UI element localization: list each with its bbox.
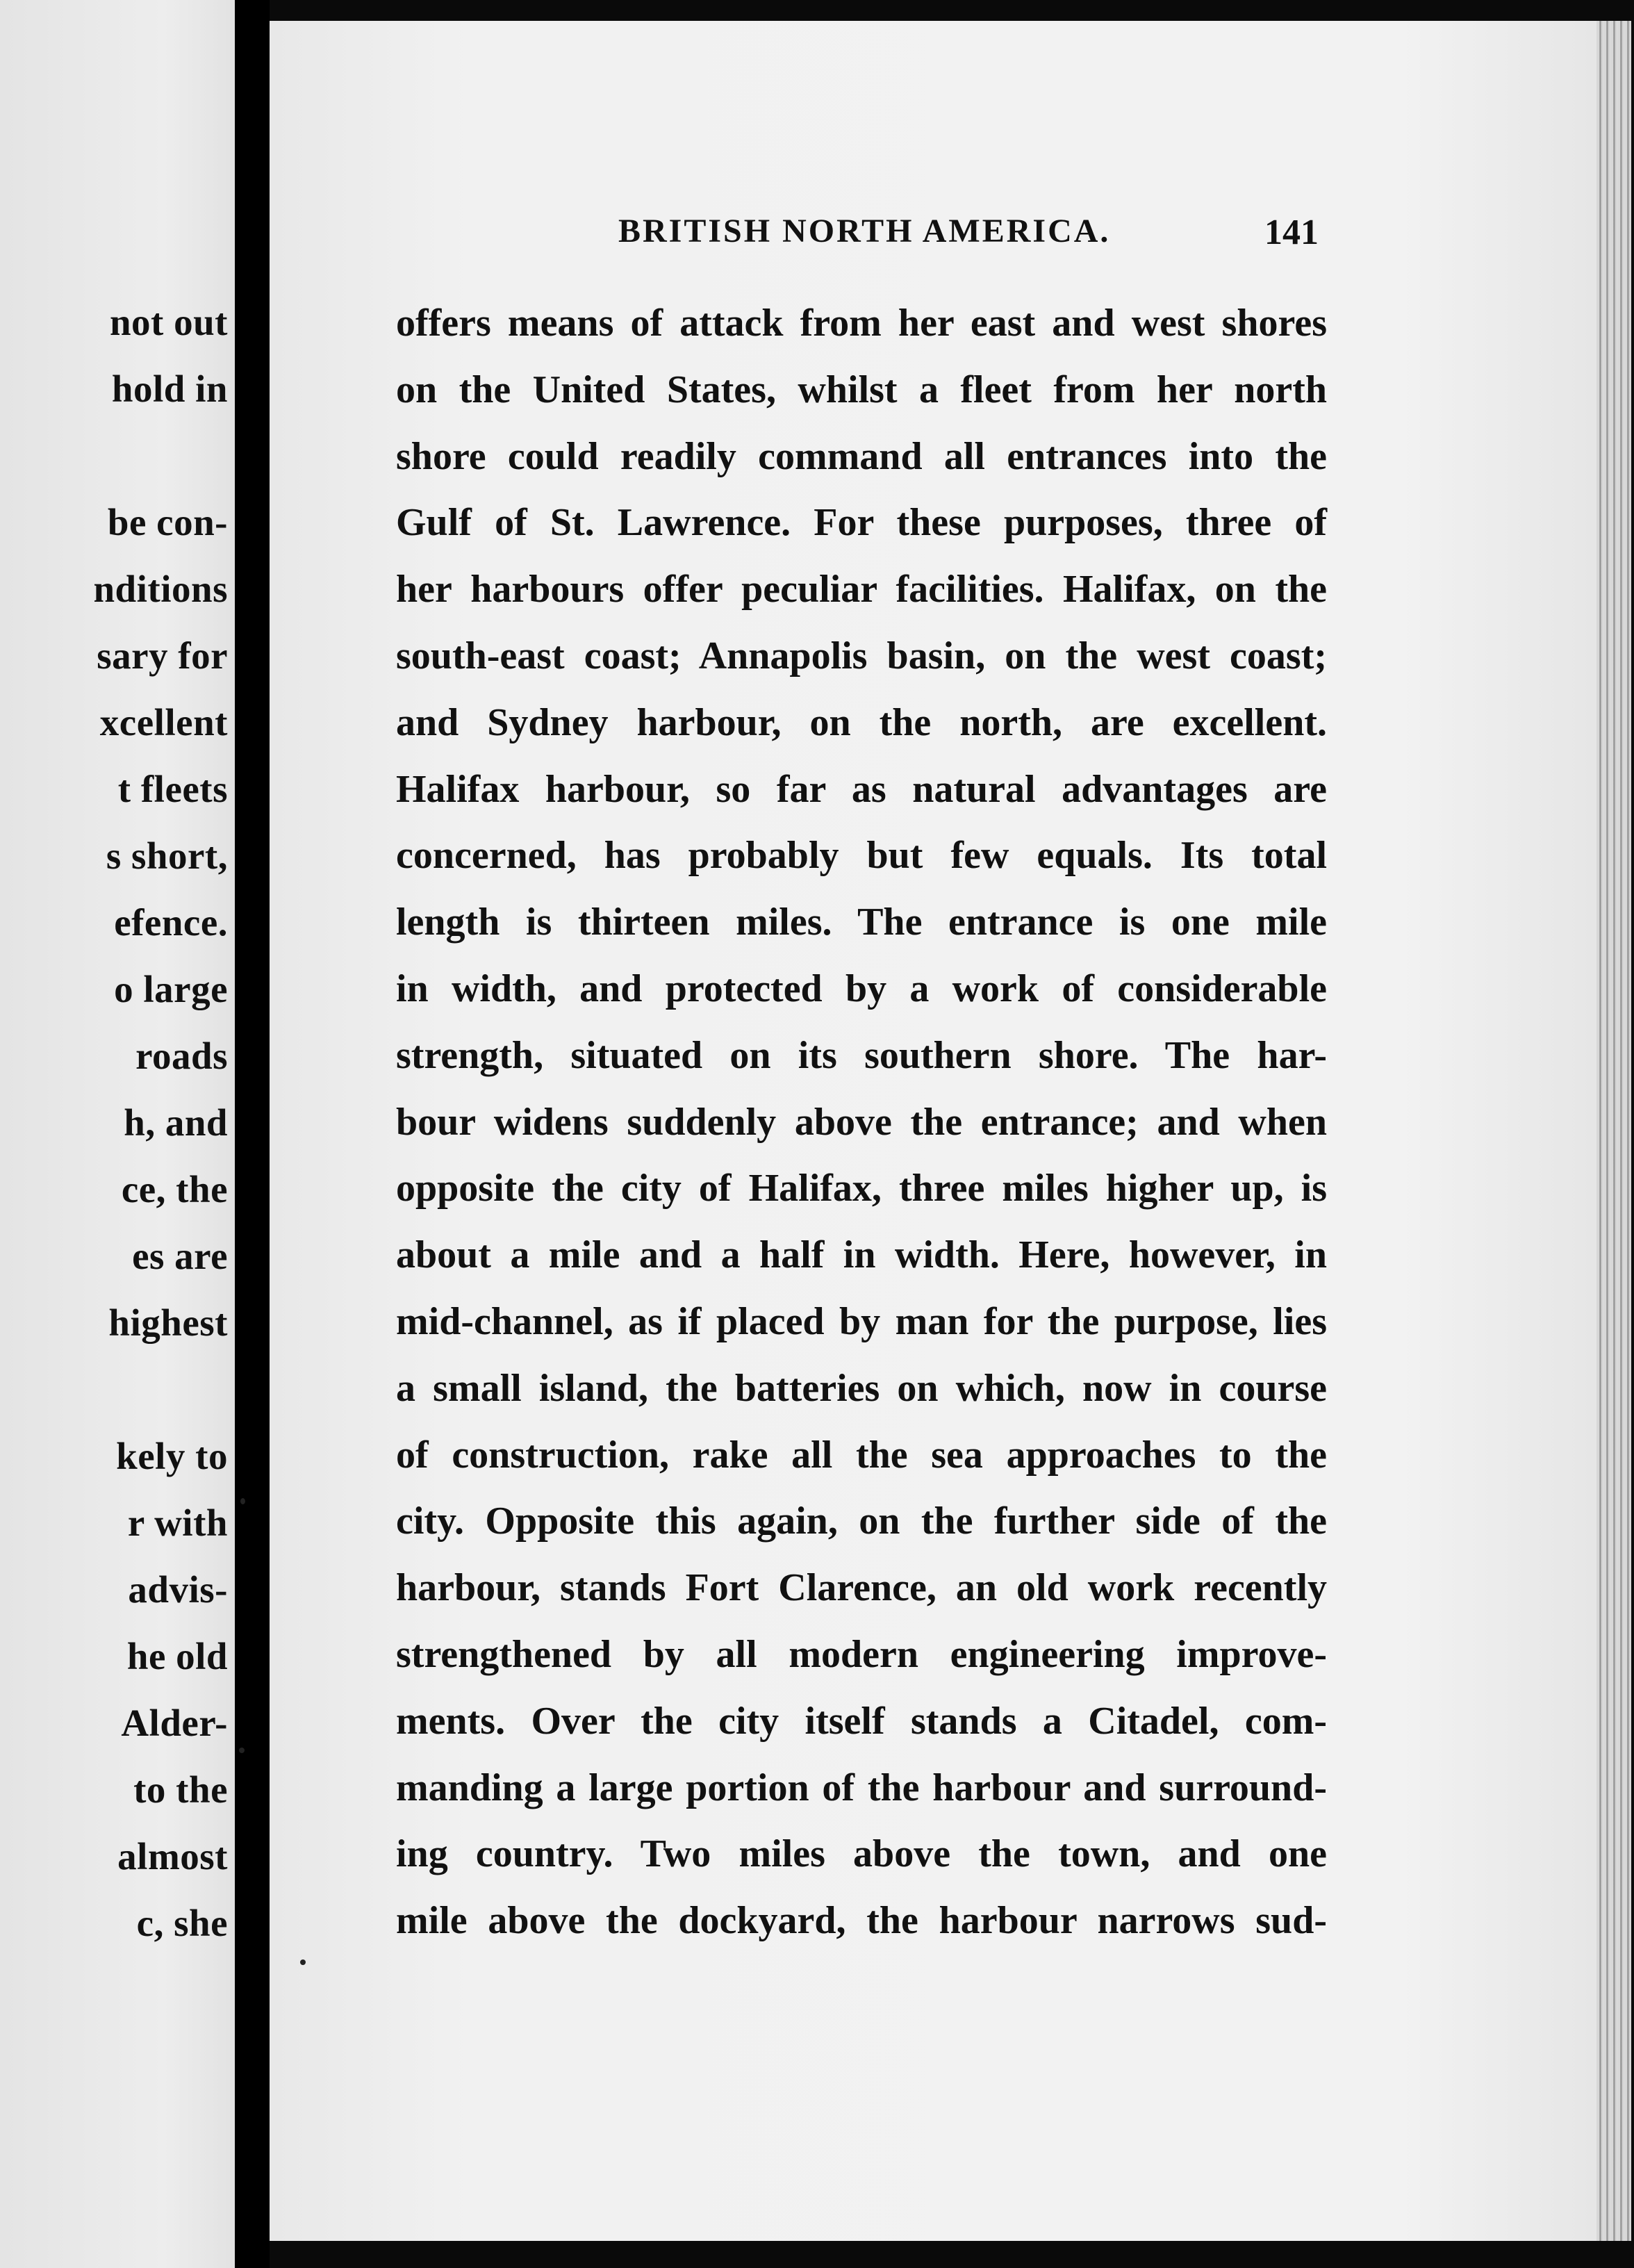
- text-line: her harbours offer peculiar facilities. Halifax, on the: [396, 568, 1327, 611]
- left-page-line: hold in: [111, 368, 228, 410]
- text-line: shore could readily command all entrances into the: [396, 434, 1327, 478]
- page-number: 141: [1264, 213, 1319, 252]
- left-page-line: efence.: [114, 901, 228, 944]
- left-page-line: h, and: [124, 1101, 228, 1144]
- text-line: strengthened by all modern engineering improve-: [396, 1632, 1327, 1676]
- text-line: manding a large portion of the harbour and surround-: [396, 1766, 1327, 1809]
- left-page-line: not out: [109, 301, 228, 343]
- left-page-line: nditions: [93, 568, 228, 610]
- left-page-line: be con-: [107, 501, 228, 543]
- running-head: BRITISH NORTH AMERICA.: [618, 213, 1111, 249]
- left-page-line: he old: [126, 1635, 228, 1677]
- left-page-line: c, she: [136, 1902, 228, 1944]
- text-line: offers means of attack from her east and west shores: [396, 302, 1327, 345]
- text-line: ing country. Two miles above the town, and one: [396, 1832, 1327, 1876]
- left-page-line: sary for: [97, 634, 228, 677]
- text-line: in width, and protected by a work of considerable: [396, 967, 1327, 1010]
- text-line: concerned, has probably but few equals. Its total: [396, 834, 1327, 878]
- left-page-line: es are: [132, 1235, 228, 1277]
- text-line: mid-channel, as if placed by man for the purpose, lies: [396, 1299, 1327, 1343]
- text-line: Gulf of St. Lawrence. For these purposes, three of: [396, 501, 1327, 545]
- left-page-line: r with: [127, 1502, 228, 1544]
- text-line: strength, situated on its southern shore. The har-: [396, 1033, 1327, 1077]
- text-line: mile above the dockyard, the harbour narrows sud-: [396, 1899, 1327, 1943]
- text-line: city. Opposite this again, on the further side of the: [396, 1499, 1327, 1543]
- left-page-line: kely to: [116, 1435, 228, 1477]
- text-line: ments. Over the city itself stands a Citadel, com-: [396, 1699, 1327, 1743]
- previous-page-fragment: [0, 0, 235, 2268]
- body-text: [396, 297, 1327, 1962]
- left-page-line: o large: [114, 968, 228, 1010]
- left-page-line: Alder-: [121, 1702, 228, 1744]
- text-line: and Sydney harbour, on the north, are excellent.: [396, 700, 1327, 744]
- left-page-line: t fleets: [117, 768, 228, 810]
- left-page-line: xcellent: [99, 701, 228, 743]
- text-line: harbour, stands Fort Clarence, an old work recently: [396, 1566, 1327, 1610]
- text-line: about a mile and a half in width. Here, however, in: [396, 1233, 1327, 1277]
- scan-speck: [300, 1959, 306, 1965]
- left-page-line: roads: [135, 1035, 228, 1077]
- text-line: opposite the city of Halifax, three miles higher up, is: [396, 1167, 1327, 1210]
- text-line: length is thirteen miles. The entrance is one mile: [396, 901, 1327, 944]
- text-line: of construction, rake all the sea approaches to the: [396, 1433, 1327, 1477]
- text-line: Halifax harbour, so far as natural advantages are: [396, 767, 1327, 811]
- book-gutter: [235, 0, 270, 2268]
- left-page-line: highest: [108, 1301, 228, 1344]
- text-line: a small island, the batteries on which, now in course: [396, 1366, 1327, 1410]
- text-line: on the United States, whilst a fleet from her north: [396, 368, 1327, 411]
- scan-speck: [240, 1498, 245, 1504]
- left-page-line: to the: [133, 1768, 228, 1811]
- left-page-line: advis-: [128, 1568, 228, 1611]
- scan-speck: [239, 1748, 245, 1753]
- text-line: bour widens suddenly above the entrance; and when: [396, 1100, 1327, 1144]
- text-line: south-east coast; Annapolis basin, on the west coast;: [396, 634, 1327, 677]
- left-page-line: ce, the: [121, 1168, 228, 1210]
- left-page-line: almost: [117, 1835, 228, 1877]
- left-page-line: s short,: [106, 835, 228, 877]
- page-edges: [1596, 21, 1631, 2241]
